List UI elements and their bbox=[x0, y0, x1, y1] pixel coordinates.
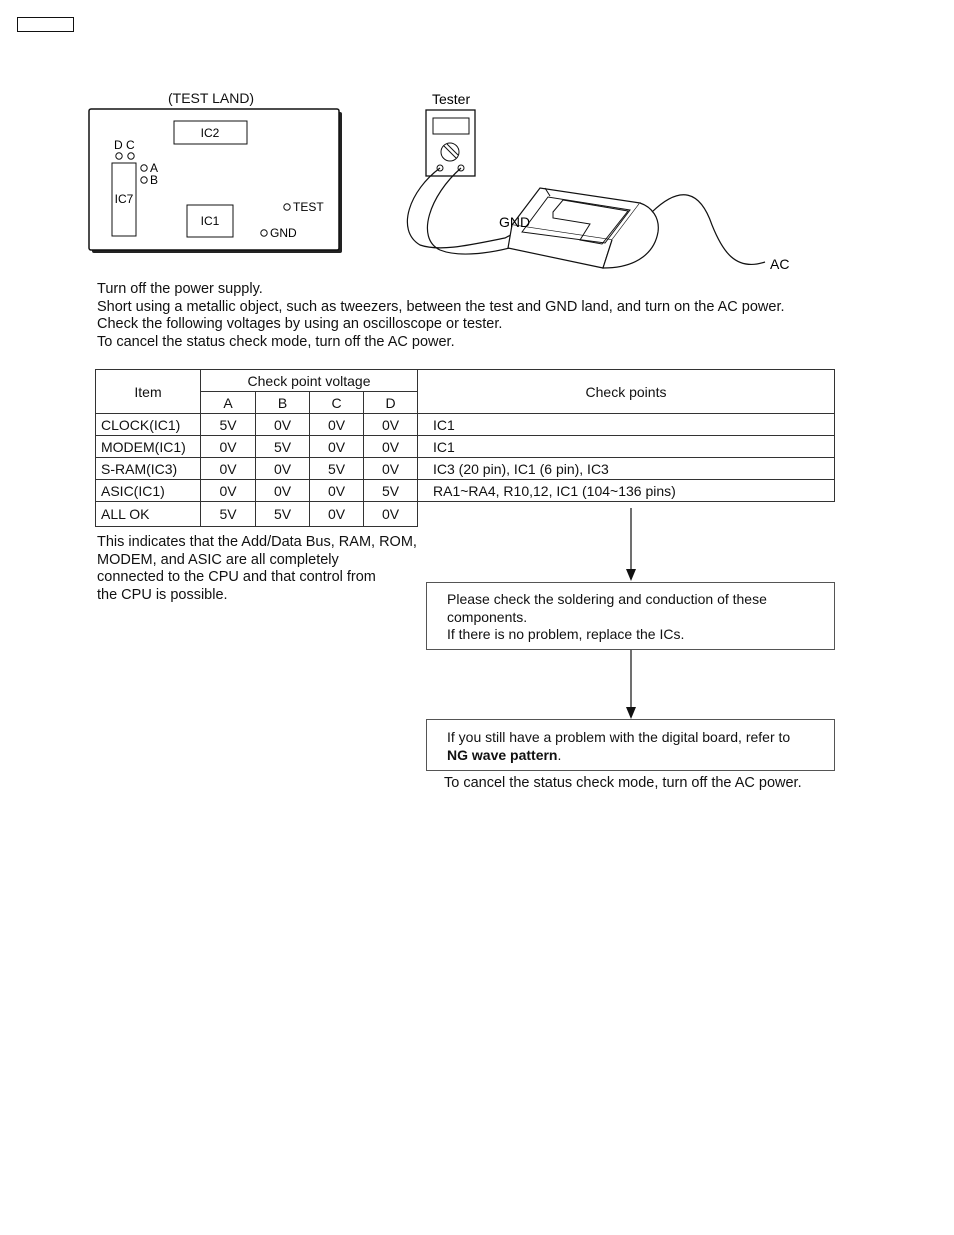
row-voltage: 0V bbox=[310, 480, 364, 502]
row-voltage: 0V bbox=[310, 414, 364, 436]
flow-box-check-soldering bbox=[426, 582, 835, 650]
tester-label: Tester bbox=[432, 91, 471, 107]
row-voltage: 5V bbox=[201, 414, 256, 436]
pad-a-label: A bbox=[150, 161, 159, 175]
pad-test-label: TEST bbox=[293, 200, 324, 214]
note-line: MODEM, and ASIC are all completely bbox=[97, 551, 339, 568]
row-item: CLOCK(IC1) bbox=[96, 414, 201, 436]
row-voltage: 0V bbox=[201, 458, 256, 480]
col-b-header: B bbox=[256, 392, 310, 414]
voltage-header: Check point voltage bbox=[201, 370, 418, 392]
row-voltage: 0V bbox=[201, 480, 256, 502]
box-line: If there is no problem, replace the ICs. bbox=[447, 626, 685, 642]
pad-b-label: B bbox=[150, 173, 159, 187]
row-voltage: 0V bbox=[256, 458, 310, 480]
row-voltage: 5V bbox=[310, 458, 364, 480]
row-item: ALL OK bbox=[96, 502, 201, 527]
item-header: Item bbox=[96, 370, 201, 414]
note-line: connected to the CPU and that control from bbox=[97, 569, 376, 585]
col-d-header: D bbox=[364, 392, 418, 414]
checkpoints-header: Check points bbox=[418, 370, 835, 414]
ic1-label: IC1 bbox=[200, 214, 220, 228]
ac-label: AC bbox=[770, 256, 790, 272]
box-line: components. bbox=[447, 608, 528, 625]
gnd-callout: GND bbox=[499, 214, 531, 230]
row-voltage: 0V bbox=[364, 458, 418, 480]
row-voltage: 0V bbox=[364, 436, 418, 458]
row-checkpoints: IC1 bbox=[418, 436, 835, 458]
row-item: MODEM(IC1) bbox=[96, 436, 201, 458]
cancel-footer: To cancel the status check mode, turn off the AC power. bbox=[444, 775, 802, 791]
box-line: Please check the soldering and conduction of these bbox=[447, 591, 767, 607]
instruction-line: Turn off the power supply. bbox=[97, 281, 263, 297]
ic2-label: IC2 bbox=[200, 126, 220, 140]
row-voltage: 0V bbox=[364, 414, 418, 436]
row-voltage: 0V bbox=[201, 436, 256, 458]
ng-wave-pattern-ref: NG wave pattern bbox=[447, 746, 558, 763]
box-line-end: . bbox=[557, 746, 562, 763]
row-checkpoints: RA1~RA4, R10,12, IC1 (104~136 pins) bbox=[418, 480, 835, 502]
row-voltage: 0V bbox=[310, 502, 364, 527]
pad-d-label: D bbox=[114, 138, 123, 152]
row-voltage: 0V bbox=[310, 436, 364, 458]
pad-gnd-label: GND bbox=[270, 226, 297, 240]
flow-box-ng-wave bbox=[426, 719, 835, 771]
row-voltage: 0V bbox=[364, 502, 418, 527]
row-checkpoints: IC3 (20 pin), IC1 (6 pin), IC3 bbox=[418, 458, 835, 480]
note-line: the CPU is possible. bbox=[97, 586, 228, 603]
ic7-label: IC7 bbox=[114, 192, 134, 206]
box-line bbox=[447, 747, 814, 765]
col-c-header: C bbox=[310, 392, 364, 414]
row-checkpoints: IC1 bbox=[418, 414, 835, 436]
row-voltage: 0V bbox=[256, 414, 310, 436]
pad-c-label: C bbox=[126, 138, 135, 152]
row-voltage: 5V bbox=[364, 480, 418, 502]
row-voltage: 5V bbox=[201, 502, 256, 527]
row-item: ASIC(IC1) bbox=[96, 480, 201, 502]
col-a-header: A bbox=[201, 392, 256, 414]
row-voltage: 5V bbox=[256, 436, 310, 458]
instruction-line: Short using a metallic object, such as tweezers, between the test and GND land, and turn on the AC power. bbox=[97, 298, 785, 315]
row-voltage: 5V bbox=[256, 502, 310, 527]
note-line: This indicates that the Add/Data Bus, RAM, ROM, bbox=[97, 534, 417, 550]
box-line: If you still have a problem with the digital board, refer to bbox=[447, 729, 791, 745]
row-voltage: 0V bbox=[256, 480, 310, 502]
row-item: S-RAM(IC3) bbox=[96, 458, 201, 480]
test-land-title: (TEST LAND) bbox=[168, 90, 255, 106]
instruction-line: To cancel the status check mode, turn off the AC power. bbox=[97, 333, 455, 350]
instruction-line: Check the following voltages by using an oscilloscope or tester. bbox=[97, 316, 503, 332]
